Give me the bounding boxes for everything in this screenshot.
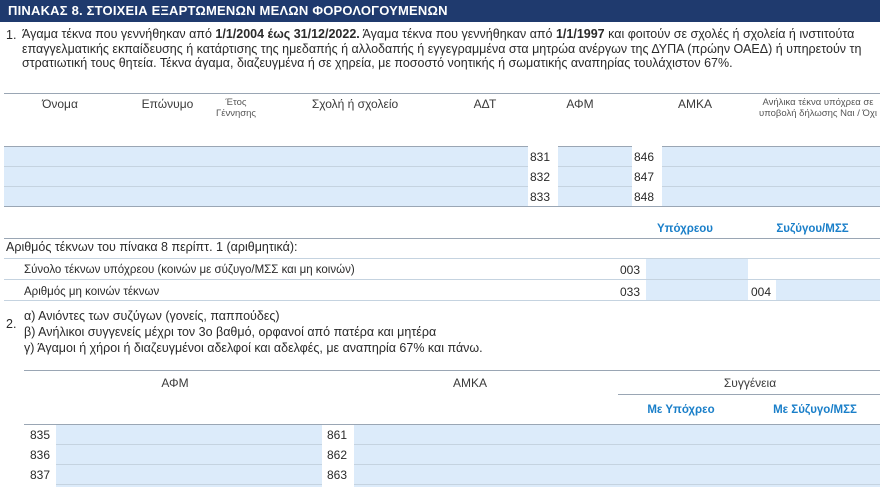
child-row-input[interactable] (4, 187, 528, 206)
section-2-line-c: γ) Άγαμοι ή χήροι ή διαζευγμένοι αδελφοί και αδελφές, με αναπηρία 67% και πάνω. (24, 341, 483, 355)
noncommon-spouse-code: 004 (751, 285, 772, 299)
children-count-label: Αριθμός τέκνων του πίνακα 8 περίπτ. 1 (αριθμητικά): (6, 240, 298, 254)
col-with-taxpayer: Με Υπόχρεο (647, 404, 715, 416)
afm-code: 833 (530, 190, 551, 204)
section-1-description: Άγαμα τέκνα που γεννήθηκαν από 1/1/2004 έως 31/12/2022. Άγαμα τέκνα που γεννήθηκαν από 1/1/1997 και φοιτούν σε σχολές ή σχολεία ή ινστιτούτα επαγγελματικής εκπαίδευσης ή κατάρτισης της ημεδαπής ή αλλοδαπής ή εγγεγραμμένα στα μητρώα ανέργων της ΔΥΠΑ (πρώην ΟΑΕΔ) ή υπηρετούν τη στρατιωτική τους θητεία. Τέκνα άγαμα, διαζευγμένα ή σε χηρεία, με ποσοστό νοητικής ή σωματικής αναπηρίας τουλάχιστον 67%. (22, 27, 862, 70)
afm-field[interactable] (558, 147, 632, 166)
relative-amka-field[interactable] (354, 445, 880, 464)
section-1-number: 1. (6, 28, 17, 42)
col-school: Σχολή ή σχολείο (311, 97, 399, 111)
afm-code: 836 (30, 448, 51, 462)
afm-code: 835 (30, 428, 51, 442)
divider (24, 370, 880, 371)
relative-amka-field[interactable] (354, 425, 880, 444)
noncommon-children-label: Αριθμός μη κοινών τέκνων (24, 286, 160, 298)
amka-code: 862 (327, 448, 348, 462)
col-adult-children: Ανήλικα τέκνα υπόχρεα σε υποβολή δήλωσης Ναι / Όχι (759, 97, 877, 119)
section-2-number: 2. (6, 317, 17, 331)
total-children-label: Σύνολο τέκνων υπόχρεου (κοινών με σύζυγο/ΜΣΣ και μη κοινών) (24, 264, 355, 276)
noncommon-taxpayer-code: 033 (620, 285, 641, 299)
amka-code: 848 (634, 190, 655, 204)
total-children-code: 003 (620, 263, 641, 277)
col-amka: ΑΜΚΑ (452, 376, 487, 390)
amka-field[interactable] (662, 187, 880, 206)
amka-field[interactable] (662, 147, 880, 166)
afm-field[interactable] (558, 187, 632, 206)
relative-afm-field[interactable] (56, 465, 322, 484)
divider (4, 206, 880, 207)
table-title: ΠΙΝΑΚΑΣ 8. ΣΤΟΙΧΕΙΑ ΕΞΑΡΤΩΜΕΝΩΝ ΜΕΛΩΝ ΦΟΡΟΛΟΓΟΥΜΕΝΩΝ (0, 0, 880, 22)
divider (4, 93, 880, 94)
relative-amka-field[interactable] (354, 465, 880, 484)
col-with-spouse: Με Σύζυγο/ΜΣΣ (773, 404, 857, 416)
taxpayer-header: Υπόχρεου (657, 223, 713, 235)
noncommon-taxpayer-input[interactable] (646, 280, 748, 300)
afm-code: 837 (30, 468, 51, 482)
col-surname: Επώνυμο (141, 97, 194, 111)
child-row-input[interactable] (4, 147, 528, 166)
divider (4, 238, 880, 239)
relative-afm-field[interactable] (56, 425, 322, 444)
afm-code: 831 (530, 150, 551, 164)
amka-field[interactable] (662, 167, 880, 186)
divider (24, 484, 880, 485)
section-2-line-a: α) Ανιόντες των συζύγων (γονείς, παππούδες) (24, 309, 280, 323)
amka-code: 861 (327, 428, 348, 442)
relative-afm-field[interactable] (56, 445, 322, 464)
divider (4, 300, 880, 301)
afm-field[interactable] (558, 167, 632, 186)
col-afm: ΑΦΜ (161, 376, 189, 390)
section-2-line-b: β) Ανήλικοι συγγενείς μέχρι τον 3ο βαθμό, ορφανοί από πατέρα και μητέρα (24, 325, 437, 339)
amka-code: 846 (634, 150, 655, 164)
divider (618, 394, 880, 395)
afm-code: 832 (530, 170, 551, 184)
total-children-input[interactable] (646, 259, 748, 279)
divider (4, 279, 880, 280)
amka-code: 847 (634, 170, 655, 184)
col-name: Όνομα (42, 97, 78, 111)
col-relation: Συγγένεια (723, 376, 777, 390)
col-amka: ΑΜΚΑ (677, 97, 712, 111)
col-adt: ΑΔΤ (473, 97, 497, 111)
noncommon-spouse-input[interactable] (776, 280, 880, 300)
child-row-input[interactable] (4, 167, 528, 186)
spouse-header: Συζύγου/ΜΣΣ (776, 223, 849, 235)
col-afm: ΑΦΜ (566, 97, 594, 111)
amka-code: 863 (327, 468, 348, 482)
divider (4, 258, 880, 259)
col-birth-year: Έτος Γέννησης (216, 97, 256, 119)
